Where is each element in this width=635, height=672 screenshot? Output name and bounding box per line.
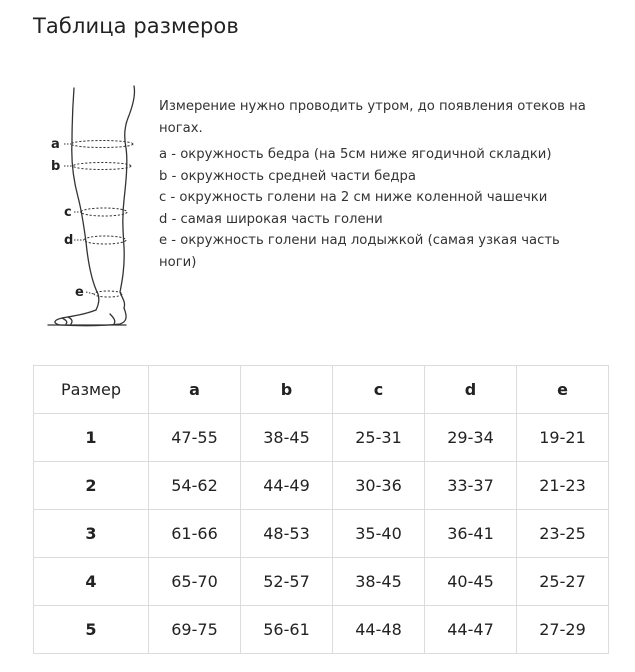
table-row [34, 510, 609, 558]
table-cell: 38-45 [241, 414, 333, 462]
table-cell: 25-31 [333, 414, 425, 462]
table-cell: 56-61 [241, 606, 333, 654]
table-cell: 65-70 [149, 558, 241, 606]
table-cell: 52-57 [241, 558, 333, 606]
table-cell: 69-75 [149, 606, 241, 654]
header-d: d [425, 366, 517, 414]
table-header-row [34, 366, 609, 414]
table-row [34, 414, 609, 462]
page-title: Таблица размеров [33, 14, 239, 38]
table-cell: 19-21 [517, 414, 609, 462]
size-cell: 1 [34, 414, 149, 462]
header-c: c [333, 366, 425, 414]
size-cell: 3 [34, 510, 149, 558]
figure-label-a: a [51, 137, 60, 152]
table-cell: 35-40 [333, 510, 425, 558]
table-cell: 30-36 [333, 462, 425, 510]
leg-measurement-illustration [40, 82, 150, 332]
measurement-c: c - окружность голени на 2 см ниже коленной чашечки [159, 190, 548, 205]
figure-label-d: d [64, 233, 74, 248]
table-cell: 25-27 [517, 558, 609, 606]
intro-text: Измерение нужно проводить утром, до появления отеков на ногах. [159, 99, 586, 136]
table-cell: 21-23 [517, 462, 609, 510]
header-e: e [517, 366, 609, 414]
table-cell: 47-55 [149, 414, 241, 462]
measurement-e: e - окружность голени над лодыжкой (самая узкая часть ноги) [159, 233, 560, 270]
table-row [34, 558, 609, 606]
header-size: Размер [34, 366, 149, 414]
table-cell: 54-62 [149, 462, 241, 510]
measurement-b: b - окружность средней части бедра [159, 168, 416, 184]
size-cell: 5 [34, 606, 149, 654]
table-cell: 44-48 [333, 606, 425, 654]
measurement-d: d - самая широкая часть голени [159, 211, 383, 227]
size-table [33, 365, 609, 654]
table-cell: 23-25 [517, 510, 609, 558]
table-row [34, 462, 609, 510]
table-cell: 38-45 [333, 558, 425, 606]
table-cell: 48-53 [241, 510, 333, 558]
table-cell: 33-37 [425, 462, 517, 510]
table-cell: 27-29 [517, 606, 609, 654]
figure-label-b: b [51, 159, 61, 174]
table-cell: 36-41 [425, 510, 517, 558]
table-row [34, 606, 609, 654]
measurement-a: a - окружность бедра (на 5см ниже ягодичной складки) [159, 147, 552, 162]
table-cell: 29-34 [425, 414, 517, 462]
figure-label-c: c [64, 205, 72, 220]
header-a: a [149, 366, 241, 414]
table-cell: 40-45 [425, 558, 517, 606]
measurement-instructions [159, 96, 599, 273]
table-cell: 44-49 [241, 462, 333, 510]
table-cell: 61-66 [149, 510, 241, 558]
size-cell: 4 [34, 558, 149, 606]
figure-label-e: e [75, 285, 84, 300]
table-cell: 44-47 [425, 606, 517, 654]
header-b: b [241, 366, 333, 414]
size-cell: 2 [34, 462, 149, 510]
